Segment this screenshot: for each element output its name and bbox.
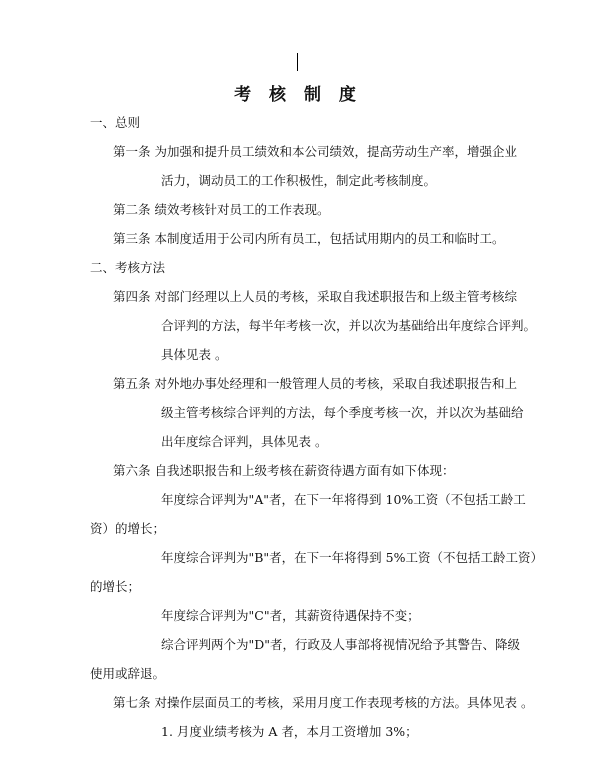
section-heading-general: 一、总则 xyxy=(90,115,141,130)
article-4-line-1: 第四条 对部门经理以上人员的考核，采取自我述职报告和上级主管考核综 xyxy=(113,289,517,304)
section-heading-methods: 二、考核方法 xyxy=(90,260,166,275)
text-cursor xyxy=(297,53,298,71)
article-4-line-2: 合评判的方法，每半年考核一次，并以次为基础给出年度综合评判。 xyxy=(161,318,537,333)
article-7: 第七条 对操作层面员工的考核，采用月度工作表现考核的方法。具体见表 。 xyxy=(113,695,534,710)
article-2: 第二条 绩效考核针对员工的工作表现。 xyxy=(113,202,330,217)
article-4-line-3: 具体见表 。 xyxy=(161,347,228,362)
article-6-rating-b-line-1: 年度综合评判为"B"者，在下一年将得到 5%工资（不包括工龄工资） xyxy=(161,550,543,565)
article-6-rating-a-line-2: 资）的增长； xyxy=(90,521,166,536)
article-6-rating-b-line-2: 的增长； xyxy=(90,579,141,594)
article-1-line-2: 活力，调动员工的工作积极性，制定此考核制度。 xyxy=(161,173,437,188)
article-5-line-2: 级主管考核综合评判的方法，每个季度考核一次，并以次为基础给 xyxy=(161,405,524,420)
article-6-rating-d-line-2: 使用或辞退。 xyxy=(90,666,166,681)
article-5-line-1: 第五条 对外地办事处经理和一般管理人员的考核，采取自我述职报告和上 xyxy=(113,376,517,391)
document-title: 考 核 制 度 xyxy=(234,85,362,105)
article-5-line-3: 出年度综合评判，具体见表 。 xyxy=(161,434,328,449)
article-6-line-1: 第六条 自我述职报告和上级考核在薪资待遇方面有如下体现： xyxy=(113,463,455,478)
article-6-rating-d-line-1: 综合评判两个为"D"者，行政及人事部将视情况给予其警告、降级 xyxy=(161,637,521,652)
article-6-rating-a-line-1: 年度综合评判为"A"者，在下一年将得到 10%工资（不包括工龄工 xyxy=(161,492,526,507)
article-6-rating-c: 年度综合评判为"C"者，其薪资待遇保持不变； xyxy=(161,608,420,623)
article-1-line-1: 第一条 为加强和提升员工绩效和本公司绩效，提高劳动生产率，增强企业 xyxy=(113,144,517,159)
article-3: 第三条 本制度适用于公司内所有员工，包括试用期内的员工和临时工。 xyxy=(113,231,505,246)
article-7-item-1: 1. 月度业绩考核为 A 者，本月工资增加 3%； xyxy=(161,724,418,739)
